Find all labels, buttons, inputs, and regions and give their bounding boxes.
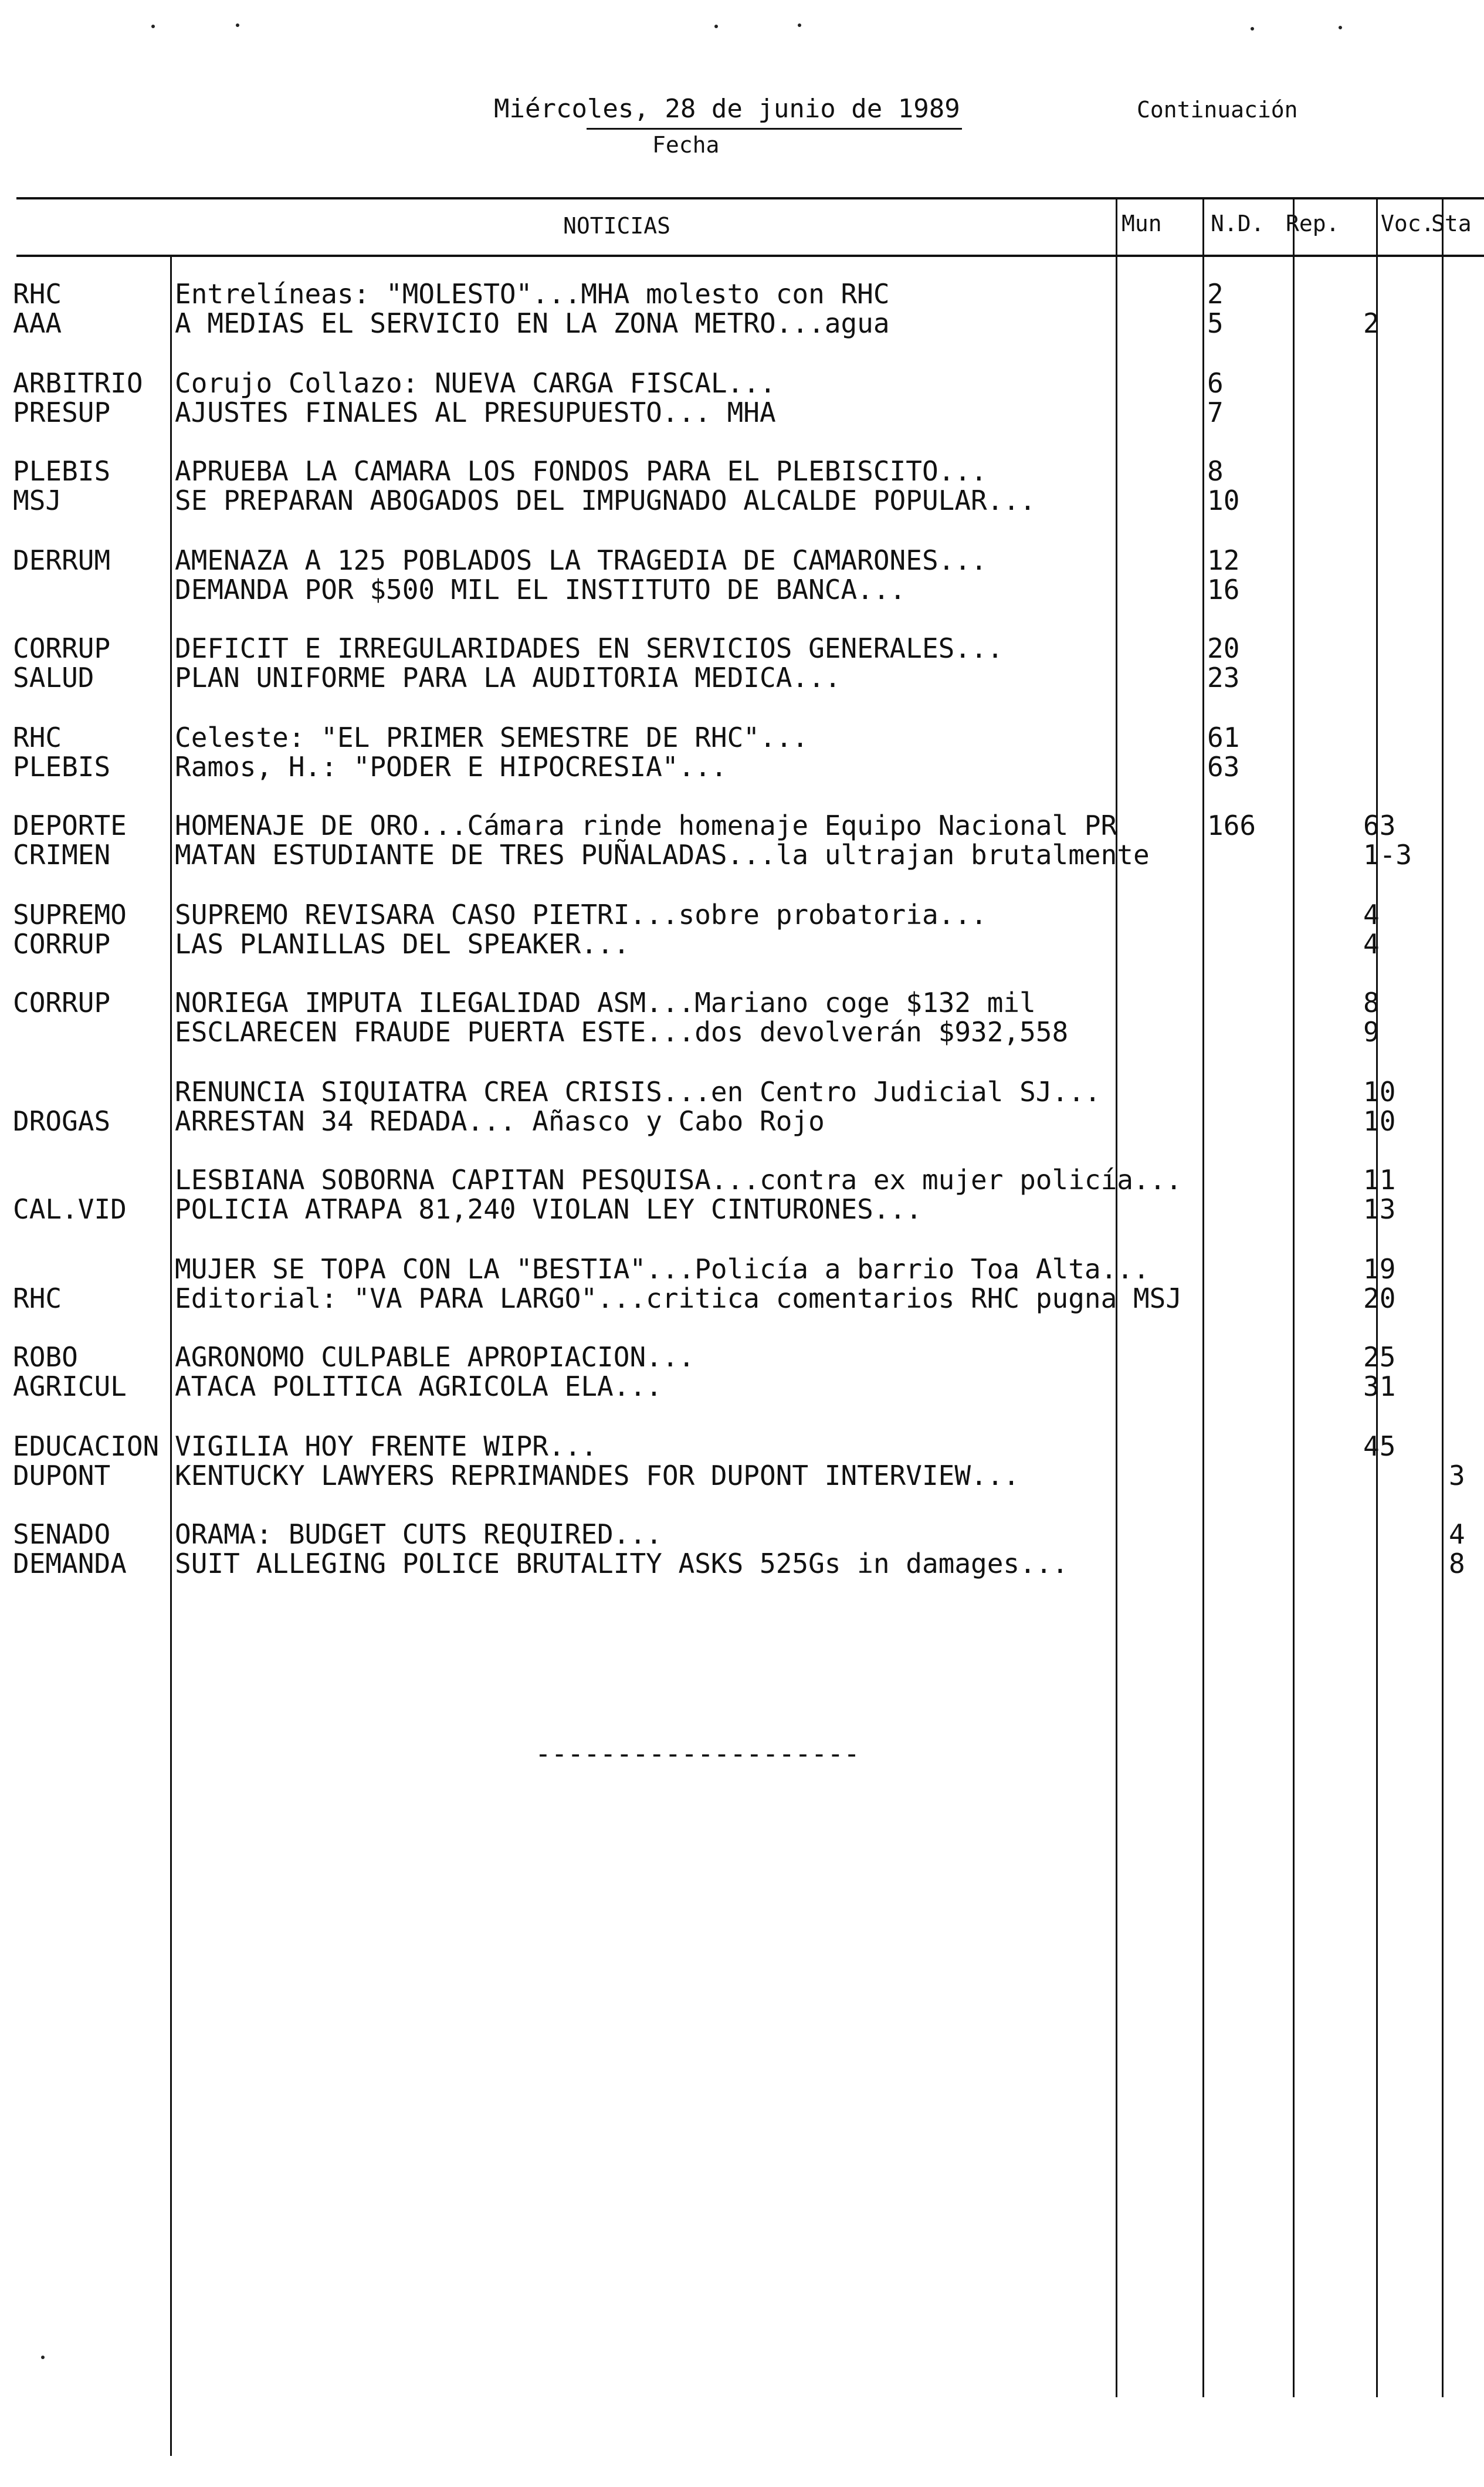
row-headline: PLAN UNIFORME PARA LA AUDITORIA MEDICA... bbox=[175, 662, 841, 693]
column-rule-sta bbox=[1442, 197, 1444, 2397]
row-headline: NORIEGA IMPUTA ILEGALIDAD ASM...Mariano coge $132 mil bbox=[175, 987, 1036, 1019]
row-tag: SALUD bbox=[13, 662, 94, 693]
row-nd: 10 bbox=[1207, 485, 1240, 516]
row-voc: 8 bbox=[1363, 987, 1380, 1019]
row-headline: SE PREPARAN ABOGADOS DEL IMPUGNADO ALCALDE POPULAR... bbox=[175, 485, 1036, 516]
row-tag: CRIMEN bbox=[13, 839, 111, 871]
row-tag: AGRICUL bbox=[13, 1371, 127, 1402]
row-voc: 13 bbox=[1363, 1193, 1396, 1225]
scan-speck bbox=[41, 2356, 45, 2359]
row-headline: Ramos, H.: "PODER E HIPOCRESIA"... bbox=[175, 751, 727, 783]
row-nd: 63 bbox=[1207, 751, 1240, 783]
row-headline: ORAMA: BUDGET CUTS REQUIRED... bbox=[175, 1518, 662, 1550]
row-nd: 166 bbox=[1207, 810, 1256, 841]
continuation-label: Continuación bbox=[1137, 97, 1298, 123]
row-headline: Editorial: "VA PARA LARGO"...critica comentarios RHC pugna MSJ bbox=[175, 1283, 1183, 1314]
row-nd: 5 bbox=[1207, 307, 1224, 339]
row-headline: A MEDIAS EL SERVICIO EN LA ZONA METRO...agua bbox=[175, 307, 890, 339]
document-date: Miércoles, 28 de junio de 1989 bbox=[494, 94, 960, 124]
row-nd: 16 bbox=[1207, 574, 1240, 605]
row-tag: ARBITRIO bbox=[13, 367, 143, 399]
row-sta: 4 bbox=[1449, 1518, 1465, 1550]
row-tag: RHC bbox=[13, 722, 62, 753]
scan-speck bbox=[1339, 26, 1342, 29]
row-headline: HOMENAJE DE ORO...Cámara rinde homenaje Equipo Nacional PR bbox=[175, 810, 1117, 841]
scan-speck bbox=[236, 23, 239, 27]
row-headline: AJUSTES FINALES AL PRESUPUESTO... MHA bbox=[175, 397, 776, 428]
header-bottom-rule bbox=[16, 255, 1484, 257]
row-tag: CORRUP bbox=[13, 987, 111, 1019]
end-separator: -------------------- bbox=[535, 1738, 860, 1769]
row-tag: RHC bbox=[13, 278, 62, 310]
row-nd: 6 bbox=[1207, 367, 1224, 399]
row-headline: SUIT ALLEGING POLICE BRUTALITY ASKS 525Gs in damages... bbox=[175, 1548, 1069, 1579]
row-tag: AAA bbox=[13, 307, 62, 339]
row-headline: RENUNCIA SIQUIATRA CREA CRISIS...en Centro Judicial SJ... bbox=[175, 1076, 1101, 1108]
header-rep: Rep. bbox=[1286, 211, 1340, 236]
row-voc: 1-3 bbox=[1363, 839, 1412, 871]
row-tag: DERRUM bbox=[13, 544, 111, 576]
row-headline: POLICIA ATRAPA 81,240 VIOLAN LEY CINTURONES... bbox=[175, 1193, 922, 1225]
row-voc: 4 bbox=[1363, 928, 1380, 960]
date-label: Fecha bbox=[652, 132, 720, 158]
row-tag: SENADO bbox=[13, 1518, 111, 1550]
row-nd: 8 bbox=[1207, 455, 1224, 487]
row-headline: AMENAZA A 125 POBLADOS LA TRAGEDIA DE CAMARONES... bbox=[175, 544, 987, 576]
scan-speck bbox=[1251, 27, 1254, 31]
row-tag: DEMANDA bbox=[13, 1548, 127, 1579]
row-headline: MUJER SE TOPA CON LA "BESTIA"...Policía a barrio Toa Alta... bbox=[175, 1253, 1150, 1285]
date-underline bbox=[587, 128, 962, 130]
column-rule-nd bbox=[1202, 197, 1204, 2397]
row-tag: CORRUP bbox=[13, 928, 111, 960]
scan-speck bbox=[798, 23, 801, 27]
row-headline: AGRONOMO CULPABLE APROPIACION... bbox=[175, 1341, 695, 1373]
row-tag: DEPORTE bbox=[13, 810, 127, 841]
row-voc: 45 bbox=[1363, 1430, 1396, 1462]
row-voc: 25 bbox=[1363, 1341, 1396, 1373]
row-nd: 7 bbox=[1207, 397, 1224, 428]
row-tag: DROGAS bbox=[13, 1105, 111, 1137]
row-voc: 4 bbox=[1363, 899, 1380, 930]
row-headline: APRUEBA LA CAMARA LOS FONDOS PARA EL PLEBISCITO... bbox=[175, 455, 987, 487]
header-mun: Mun bbox=[1122, 211, 1162, 236]
row-tag: PRESUP bbox=[13, 397, 111, 428]
row-headline: VIGILIA HOY FRENTE WIPR... bbox=[175, 1430, 598, 1462]
row-tag: RHC bbox=[13, 1283, 62, 1314]
row-voc: 31 bbox=[1363, 1371, 1396, 1402]
row-tag: PLEBIS bbox=[13, 751, 111, 783]
row-headline: ARRESTAN 34 REDADA... Añasco y Cabo Rojo bbox=[175, 1105, 825, 1137]
row-voc: 11 bbox=[1363, 1164, 1396, 1196]
header-noticias: NOTICIAS bbox=[563, 213, 671, 239]
header-sta: Sta bbox=[1431, 211, 1472, 236]
row-voc: 10 bbox=[1363, 1076, 1396, 1108]
row-headline: MATAN ESTUDIANTE DE TRES PUÑALADAS...la ultrajan brutalmente bbox=[175, 839, 1150, 871]
row-headline: KENTUCKY LAWYERS REPRIMANDES FOR DUPONT INTERVIEW... bbox=[175, 1460, 1020, 1491]
scan-speck bbox=[151, 25, 155, 28]
row-headline: ESCLARECEN FRAUDE PUERTA ESTE...dos devolverán $932,558 bbox=[175, 1016, 1069, 1048]
row-sta: 8 bbox=[1449, 1548, 1465, 1579]
row-tag: DUPONT bbox=[13, 1460, 111, 1491]
row-headline: DEFICIT E IRREGULARIDADES EN SERVICIOS GENERALES... bbox=[175, 632, 1004, 664]
row-headline: LAS PLANILLAS DEL SPEAKER... bbox=[175, 928, 630, 960]
row-tag: ROBO bbox=[13, 1341, 78, 1373]
header-voc: Voc. bbox=[1381, 211, 1435, 236]
scan-speck bbox=[714, 25, 718, 28]
row-tag: EDUCACION bbox=[13, 1430, 160, 1462]
row-nd: 23 bbox=[1207, 662, 1240, 693]
row-voc: 10 bbox=[1363, 1105, 1396, 1137]
row-headline: Corujo Collazo: NUEVA CARGA FISCAL... bbox=[175, 367, 776, 399]
row-tag: CORRUP bbox=[13, 632, 111, 664]
row-tag: PLEBIS bbox=[13, 455, 111, 487]
row-headline: Celeste: "EL PRIMER SEMESTRE DE RHC"... bbox=[175, 722, 809, 753]
row-headline: LESBIANA SOBORNA CAPITAN PESQUISA...contra ex mujer policía... bbox=[175, 1164, 1183, 1196]
column-rule-rep bbox=[1293, 197, 1295, 2397]
column-rule-noticias bbox=[170, 256, 172, 2456]
row-tag: SUPREMO bbox=[13, 899, 127, 930]
row-nd: 2 bbox=[1207, 278, 1224, 310]
row-voc: 9 bbox=[1363, 1016, 1380, 1048]
row-voc: 63 bbox=[1363, 810, 1396, 841]
row-voc: 2 bbox=[1363, 307, 1380, 339]
row-nd: 12 bbox=[1207, 544, 1240, 576]
row-sta: 3 bbox=[1449, 1460, 1465, 1491]
row-voc: 19 bbox=[1363, 1253, 1396, 1285]
row-headline: DEMANDA POR $500 MIL EL INSTITUTO DE BANCA... bbox=[175, 574, 906, 605]
row-headline: ATACA POLITICA AGRICOLA ELA... bbox=[175, 1371, 662, 1402]
row-headline: Entrelíneas: "MOLESTO"...MHA molesto con RHC bbox=[175, 278, 890, 310]
row-tag: MSJ bbox=[13, 485, 62, 516]
row-headline: SUPREMO REVISARA CASO PIETRI...sobre probatoria... bbox=[175, 899, 987, 930]
header-nd: N.D. bbox=[1211, 211, 1265, 236]
row-voc: 20 bbox=[1363, 1283, 1396, 1314]
row-nd: 61 bbox=[1207, 722, 1240, 753]
row-tag: CAL.VID bbox=[13, 1193, 127, 1225]
row-nd: 20 bbox=[1207, 632, 1240, 664]
table-top-rule bbox=[16, 197, 1484, 199]
